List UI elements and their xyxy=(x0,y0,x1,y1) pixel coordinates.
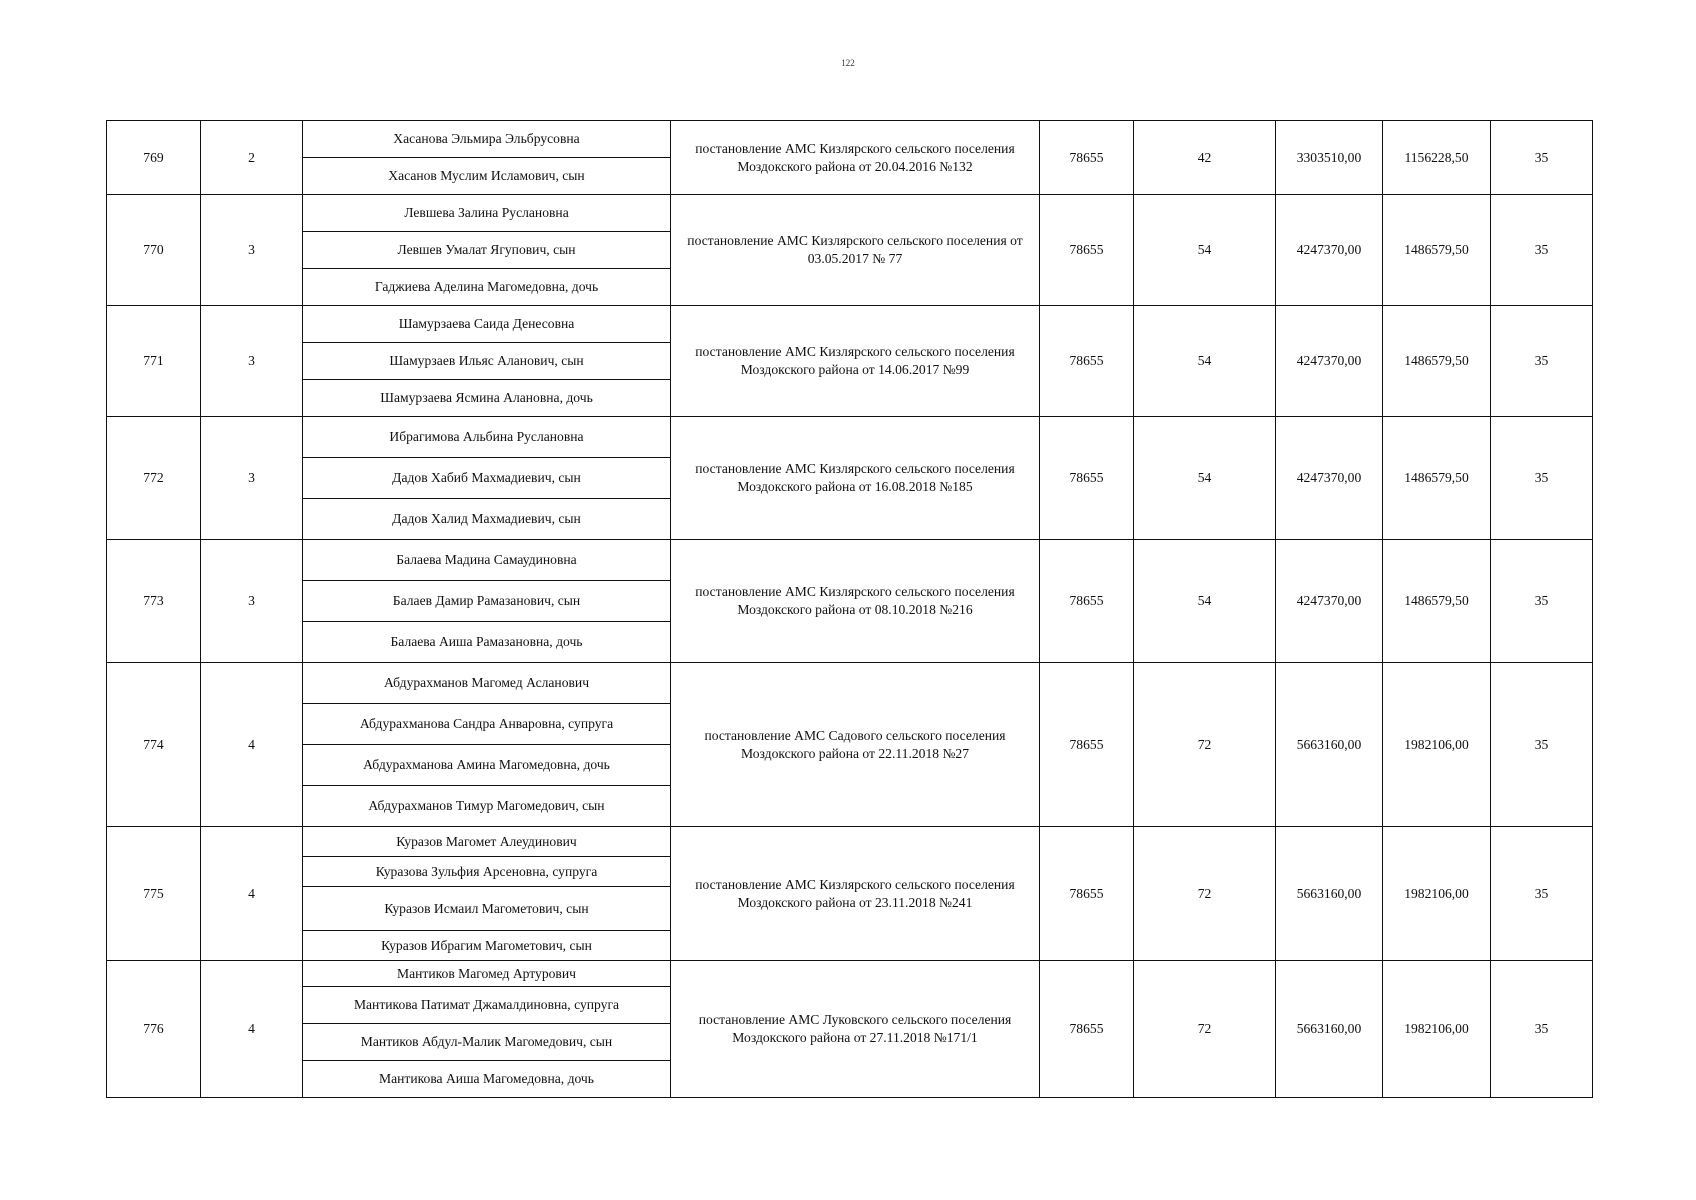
total-cost: 3303510,00 xyxy=(1276,121,1383,195)
subsidy-amount: 1156228,50 xyxy=(1383,121,1491,195)
table-row xyxy=(107,121,1593,158)
table-body xyxy=(107,121,1593,1098)
family-member: Дадов Хабиб Махмадиевич, сын xyxy=(303,458,671,499)
table-row xyxy=(107,827,1593,857)
family-size: 4 xyxy=(201,827,303,961)
family-size: 3 xyxy=(201,417,303,540)
table-row xyxy=(107,417,1593,458)
family-size: 4 xyxy=(201,961,303,1098)
subsidy-amount: 1486579,50 xyxy=(1383,540,1491,663)
family-number: 775 xyxy=(107,827,201,961)
subsidy-percent: 35 xyxy=(1491,121,1593,195)
family-size: 2 xyxy=(201,121,303,195)
family-member: Хасанов Муслим Исламович, сын xyxy=(303,158,671,195)
table-row xyxy=(107,663,1593,704)
table-row xyxy=(107,540,1593,581)
family-member: Куразов Магомет Алеудинович xyxy=(303,827,671,857)
area: 54 xyxy=(1134,540,1276,663)
subsidy-amount: 1486579,50 xyxy=(1383,195,1491,306)
family-number: 770 xyxy=(107,195,201,306)
family-member: Ибрагимова Альбина Руслановна xyxy=(303,417,671,458)
subsidy-amount: 1486579,50 xyxy=(1383,306,1491,417)
family-member: Левшева Залина Руслановна xyxy=(303,195,671,232)
subsidy-amount: 1982106,00 xyxy=(1383,961,1491,1098)
family-member: Шамурзаева Саида Денесовна xyxy=(303,306,671,343)
page-number: 122 xyxy=(841,58,855,68)
cost-norm: 78655 xyxy=(1040,827,1134,961)
cost-norm: 78655 xyxy=(1040,195,1134,306)
total-cost: 4247370,00 xyxy=(1276,417,1383,540)
basis-document: постановление АМС Кизлярского сельского поселения Моздокского района от 16.08.2018 №185 xyxy=(671,417,1040,540)
cost-norm: 78655 xyxy=(1040,121,1134,195)
basis-document: постановление АМС Садового сельского поселения Моздокского района от 22.11.2018 №27 xyxy=(671,663,1040,827)
family-member: Хасанова Эльмира Эльбрусовна xyxy=(303,121,671,158)
area: 54 xyxy=(1134,417,1276,540)
family-number: 773 xyxy=(107,540,201,663)
total-cost: 5663160,00 xyxy=(1276,961,1383,1098)
family-number: 774 xyxy=(107,663,201,827)
family-member: Гаджиева Аделина Магомедовна, дочь xyxy=(303,269,671,306)
beneficiary-table xyxy=(106,120,1593,1098)
subsidy-percent: 35 xyxy=(1491,195,1593,306)
subsidy-amount: 1486579,50 xyxy=(1383,417,1491,540)
family-member: Абдурахманова Амина Магомедовна, дочь xyxy=(303,745,671,786)
family-size: 3 xyxy=(201,540,303,663)
family-number: 776 xyxy=(107,961,201,1098)
family-member: Дадов Халид Махмадиевич, сын xyxy=(303,499,671,540)
cost-norm: 78655 xyxy=(1040,663,1134,827)
family-member: Балаев Дамир Рамазанович, сын xyxy=(303,581,671,622)
cost-norm: 78655 xyxy=(1040,540,1134,663)
cost-norm: 78655 xyxy=(1040,961,1134,1098)
family-member: Куразова Зульфия Арсеновна, супруга xyxy=(303,857,671,887)
basis-document: постановление АМС Луковского сельского поселения Моздокского района от 27.11.2018 №171/1 xyxy=(671,961,1040,1098)
family-member: Куразов Ибрагим Магометович, сын xyxy=(303,931,671,961)
family-member: Мантиков Магомед Артурович xyxy=(303,961,671,987)
total-cost: 4247370,00 xyxy=(1276,195,1383,306)
total-cost: 5663160,00 xyxy=(1276,663,1383,827)
family-member: Балаева Мадина Самаудиновна xyxy=(303,540,671,581)
family-member: Абдурахманов Магомед Асланович xyxy=(303,663,671,704)
subsidy-percent: 35 xyxy=(1491,540,1593,663)
area: 72 xyxy=(1134,663,1276,827)
basis-document: постановление АМС Кизлярского сельского поселения Моздокского района от 23.11.2018 №241 xyxy=(671,827,1040,961)
basis-document: постановление АМС Кизлярского сельского поселения Моздокского района от 08.10.2018 №216 xyxy=(671,540,1040,663)
total-cost: 4247370,00 xyxy=(1276,540,1383,663)
family-number: 769 xyxy=(107,121,201,195)
subsidy-percent: 35 xyxy=(1491,663,1593,827)
table-row xyxy=(107,195,1593,232)
family-member: Абдурахманов Тимур Магомедович, сын xyxy=(303,786,671,827)
family-member: Шамурзаев Ильяс Аланович, сын xyxy=(303,343,671,380)
area: 72 xyxy=(1134,961,1276,1098)
family-size: 3 xyxy=(201,195,303,306)
family-size: 4 xyxy=(201,663,303,827)
subsidy-percent: 35 xyxy=(1491,961,1593,1098)
family-member: Балаева Аиша Рамазановна, дочь xyxy=(303,622,671,663)
cost-norm: 78655 xyxy=(1040,306,1134,417)
family-member: Мантиков Абдул-Малик Магомедович, сын xyxy=(303,1024,671,1061)
family-size: 3 xyxy=(201,306,303,417)
family-member: Шамурзаева Ясмина Алановна, дочь xyxy=(303,380,671,417)
area: 54 xyxy=(1134,306,1276,417)
basis-document: постановление АМС Кизлярского сельского поселения от 03.05.2017 № 77 xyxy=(671,195,1040,306)
family-member: Куразов Исмаил Магометович, сын xyxy=(303,887,671,931)
area: 42 xyxy=(1134,121,1276,195)
family-member: Абдурахманова Сандра Анваровна, супруга xyxy=(303,704,671,745)
cost-norm: 78655 xyxy=(1040,417,1134,540)
table-row xyxy=(107,306,1593,343)
area: 54 xyxy=(1134,195,1276,306)
family-number: 772 xyxy=(107,417,201,540)
subsidy-percent: 35 xyxy=(1491,306,1593,417)
subsidy-amount: 1982106,00 xyxy=(1383,827,1491,961)
area: 72 xyxy=(1134,827,1276,961)
basis-document: постановление АМС Кизлярского сельского поселения Моздокского района от 14.06.2017 №99 xyxy=(671,306,1040,417)
family-member: Мантикова Аиша Магомедовна, дочь xyxy=(303,1061,671,1098)
family-number: 771 xyxy=(107,306,201,417)
total-cost: 5663160,00 xyxy=(1276,827,1383,961)
table-row xyxy=(107,961,1593,987)
family-member: Мантикова Патимат Джамалдиновна, супруга xyxy=(303,987,671,1024)
family-member: Левшев Умалат Ягупович, сын xyxy=(303,232,671,269)
subsidy-percent: 35 xyxy=(1491,417,1593,540)
total-cost: 4247370,00 xyxy=(1276,306,1383,417)
subsidy-amount: 1982106,00 xyxy=(1383,663,1491,827)
basis-document: постановление АМС Кизлярского сельского поселения Моздокского района от 20.04.2016 №132 xyxy=(671,121,1040,195)
subsidy-percent: 35 xyxy=(1491,827,1593,961)
